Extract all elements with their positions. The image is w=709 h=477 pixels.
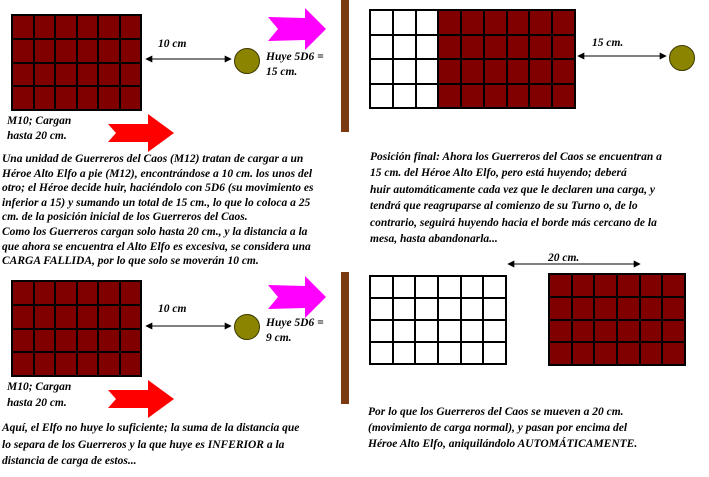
desc1-line: Una unidad de Guerreros del Caos (M12) tratan de cargar a un bbox=[2, 153, 304, 165]
distance-label-top-left: 10 cm bbox=[158, 38, 187, 50]
desc2-line: mesa, hasta abandonarla... bbox=[370, 233, 498, 246]
desc1-line: que ahora se encuentra el Alto Elfo es excesiva, se considera una bbox=[2, 240, 311, 253]
desc2-line: tendrá que reagruparse al comienzo de su Turno o, de lo bbox=[370, 200, 638, 213]
move-label-top-left: M10; Cargan bbox=[7, 115, 72, 127]
desc4-line: Héroe Alto Elfo, aniquilándolo AUTOMÁTICAMENTE. bbox=[368, 438, 638, 450]
flee-label-bottom-left: Huye 5D6 = bbox=[266, 317, 324, 329]
charge-arrow-top-left bbox=[108, 114, 174, 152]
flee-label-top-left: Huye 5D6 = bbox=[266, 51, 324, 63]
desc3-line: distancia de carga de estos... bbox=[2, 455, 137, 468]
move-value-top-left: hasta 20 cm. bbox=[7, 130, 67, 142]
desc1-line: cm. de la posición inicial de los Guerreros del Caos. bbox=[2, 211, 248, 224]
desc4-line: Por lo que los Guerreros del Caos se mueven a 20 cm. bbox=[368, 406, 624, 418]
flee-arrow-top-left bbox=[268, 8, 326, 50]
desc3-line: Aquí, el Elfo no huye lo suficiente; la suma de la distancia que bbox=[2, 422, 300, 434]
desc1-line: otro; el Héroe decide huir, haciéndolo con 5D6 (su movimiento es bbox=[2, 182, 314, 195]
desc2-line: contrario, seguirá huyendo hacia el borde más cercano de la bbox=[370, 216, 657, 229]
flee-arrow-bottom-left bbox=[268, 276, 326, 318]
distance-label-bottom-left: 10 cm bbox=[158, 303, 187, 315]
distance-label-bottom-right: 20 cm. bbox=[548, 252, 580, 264]
distance-label-top-right: 15 cm. bbox=[592, 37, 624, 49]
flee-value-top-left: 15 cm. bbox=[266, 66, 298, 78]
desc1-line: CARGA FALLIDA, por lo que solo se moverán 10 cm. bbox=[2, 255, 259, 268]
desc3-line: lo separa de los Guerreros y la que huye es INFERIOR a la bbox=[2, 438, 285, 451]
desc2-line: 15 cm. del Héroe Alto Elfo, pero está huyendo; deberá bbox=[370, 167, 627, 180]
flee-value-bottom-left: 9 cm. bbox=[266, 332, 292, 344]
desc1-line: inferior a 15) y sumando un total de 15 cm., lo que lo coloca a 25 bbox=[2, 196, 311, 209]
desc2-line: huir automáticamente cada vez que le declaren una carga, y bbox=[370, 183, 655, 196]
charge-arrow-bottom-left bbox=[108, 380, 174, 418]
desc1-line: Héroe Alto Elfo a pie (M12), encontrándose a 10 cm. los unos del bbox=[2, 167, 313, 180]
desc1-line: Como los Guerreros cargan solo hasta 20 cm., y la distancia a la bbox=[2, 225, 308, 238]
move-label-bottom-left: M10; Cargan bbox=[7, 381, 72, 393]
desc4-line: (movimiento de carga normal), y pasan por encima del bbox=[368, 422, 628, 434]
desc2-line: Posición final: Ahora los Guerreros del Caos se encuentran a bbox=[370, 151, 662, 163]
move-value-bottom-left: hasta 20 cm. bbox=[7, 397, 67, 409]
